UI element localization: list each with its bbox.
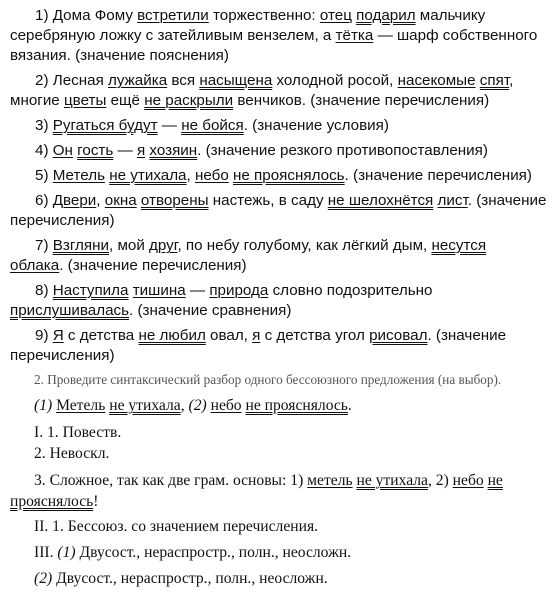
address-word: друг (149, 237, 178, 254)
example-7-line-2: облака. (значение перечисления) (10, 257, 247, 274)
predicate: отворены (140, 192, 209, 209)
subject: Метель (52, 167, 105, 184)
example-1-line-2: серебряную ложку с затейливым вензелем, а тётка — шарф собственного (10, 27, 538, 44)
predicate: не раскрыли (144, 92, 234, 109)
subject: метель (307, 472, 353, 489)
predicate: Ругаться будут (52, 117, 158, 134)
example-8-line-2: прислушивалась. (значение сравнения) (10, 302, 292, 319)
analysis-point-3-line-1: 3. Сложное, так как две грам. основы: 1) метель не утихала, 2) небо не (34, 472, 503, 489)
subject: окна (104, 192, 137, 209)
predicate: не прояснялось (245, 397, 348, 414)
predicate: хозяин (149, 142, 198, 159)
predicate: не (487, 472, 503, 489)
example-6-line-2: перечисления) (10, 212, 115, 229)
example-5: 5) Метель не утихала, небо не прояснялось. (значение перечисления) (35, 167, 532, 184)
subject: небо (452, 472, 484, 489)
subject: облака (10, 257, 60, 274)
subject: Он (52, 142, 73, 159)
example-2-line-2: многие цветы ещё не раскрыли венчиков. (значение перечисления) (10, 92, 490, 109)
analysis-point-1: I. 1. Повеств. (34, 424, 122, 441)
example-2-line-1: 2) Лесная лужайка вся насыщена холодной росой, насекомые спят, (35, 72, 514, 89)
analysis-point-3-line-2: прояснялось! (10, 493, 99, 510)
predicate: рисовал (369, 327, 428, 344)
subject: отец (319, 7, 352, 24)
analysis-point-2: 2. Невоскл. (34, 445, 110, 462)
predicate: не шелохнётся (327, 192, 434, 209)
subject: тётка (335, 27, 374, 44)
analysis-point-iii-2: (2) Двусост., нераспростр., полн., неосложн. (34, 570, 328, 587)
predicate: подарил (356, 7, 416, 24)
analysis-point-ii: II. 1. Бессоюз. со значением перечисления. (34, 518, 319, 535)
subject: Я (52, 327, 64, 344)
predicate: Наступила (52, 282, 129, 299)
predicate: не утихала (109, 397, 181, 414)
predicate: гость (77, 142, 114, 159)
analysis-point-iii-1: III. (1) Двусост., нераспростр., полн., неосложн. (34, 544, 352, 561)
example-9-line-1: 9) Я с детства не любил овал, я с детства угол рисовал. (значение (35, 327, 507, 344)
subject: природа (209, 282, 269, 299)
task-heading: 2. Проведите синтаксический разбор одного бессоюзного предложения (на выбор). (34, 372, 502, 387)
predicate: не утихала (109, 167, 187, 184)
subject: небо (210, 397, 242, 414)
predicate: не прояснялось (233, 167, 345, 184)
predicate: встретили (137, 7, 209, 24)
example-1-line-1: 1) Дома Фому встретили торжественно: отец подарил мальчику (35, 7, 486, 24)
predicate: прояснялось (10, 493, 94, 510)
subject: цветы (63, 92, 107, 109)
subject: насекомые (397, 72, 476, 89)
example-8-line-1: 8) Наступила тишина — природа словно подозрительно (35, 282, 433, 299)
subject: Двери (52, 192, 97, 209)
analysis-sentence: (1) Метель не утихала, (2) небо не прояснялось. (34, 397, 352, 414)
subject: лужайка (108, 72, 168, 89)
predicate: не утихала (356, 472, 428, 489)
predicate: не любил (138, 327, 206, 344)
subject: тишина (132, 282, 186, 299)
predicate: спят (479, 72, 510, 89)
example-6-line-1: 6) Двери, окна отворены настежь, в саду не шелохнётся лист. (значение (35, 192, 547, 209)
predicate: несутся (431, 237, 487, 254)
predicate: насыщена (199, 72, 273, 89)
subject: небо (194, 167, 229, 184)
subject: лист (437, 192, 468, 209)
predicate: Взгляни (52, 237, 109, 254)
example-7-line-1: 7) Взгляни, мой друг, по небу голубому, как лёгкий дым, несутся (35, 237, 487, 254)
subject: я (136, 142, 146, 159)
predicate: не бойся (181, 117, 244, 134)
subject: Метель (56, 397, 106, 414)
example-9-line-2: перечисления) (10, 347, 115, 364)
example-1-line-3: вязания. (значение пояснения) (10, 47, 229, 64)
subject: я (252, 327, 261, 344)
predicate: прислушивалась (10, 302, 130, 319)
example-4: 4) Он гость — я хозяин. (значение резкого противопоставления) (35, 142, 488, 159)
example-3: 3) Ругаться будут — не бойся. (значение условия) (35, 117, 389, 134)
